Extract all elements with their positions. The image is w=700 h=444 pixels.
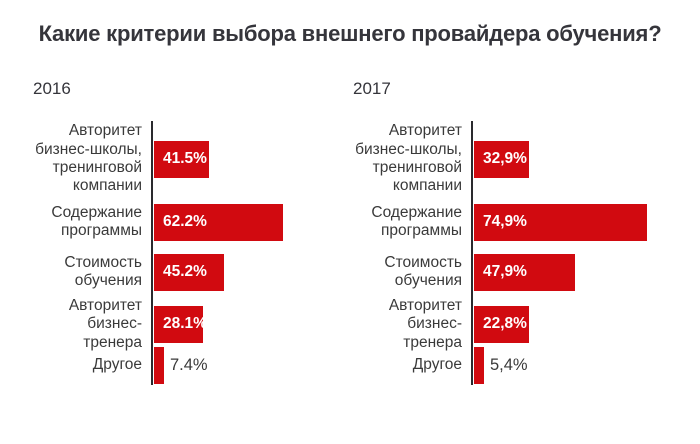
bar-area [151, 121, 333, 197]
chart-row [33, 247, 333, 297]
bar-value-label: 7.4% [170, 355, 208, 374]
charts-row [33, 79, 700, 385]
bar-value-label: 74,9% [483, 213, 527, 230]
category-label: Авторитет бизнес-тренера [388, 297, 462, 351]
bar-area [471, 247, 653, 297]
bar [154, 141, 209, 178]
bar-value-label: 28.1% [163, 315, 207, 333]
chart-row [33, 297, 333, 351]
chart-rows-2016 [33, 121, 333, 385]
bar [474, 254, 575, 291]
category-label: Авторитет бизнес-тренера [68, 297, 142, 351]
chart-row [353, 197, 653, 247]
category-label: Авторитет бизнес-школы, тренинговой компании [355, 122, 462, 195]
bar-area [151, 297, 333, 352]
chart-rows-2017 [353, 121, 653, 385]
bar-value-label: 32,9% [483, 150, 527, 167]
bar-area [151, 197, 333, 247]
bar-area [151, 345, 333, 385]
chart-2017 [353, 79, 653, 385]
year-label-2016: 2016 [33, 79, 71, 98]
chart-row [353, 247, 653, 297]
chart-row [33, 197, 333, 247]
bar-area [471, 297, 653, 352]
category-label: Другое [412, 355, 462, 373]
bar [474, 141, 529, 178]
bar-value-label: 41.5% [163, 150, 207, 167]
chart-title: Какие критерии выбора внешнего провайдера обучения? [38, 21, 662, 46]
bar-value-label: 22,8% [483, 315, 527, 333]
bar-value-label: 47,9% [483, 263, 527, 280]
year-label-2017: 2017 [353, 79, 391, 98]
chart-row [33, 345, 333, 385]
chart-row [353, 297, 653, 351]
category-label: Содержание программы [51, 203, 142, 239]
bar [474, 347, 484, 384]
category-label: Содержание программы [371, 203, 462, 239]
bar [154, 254, 224, 291]
infographic-page [0, 21, 700, 385]
chart-row [353, 345, 653, 385]
bar-value-label: 62.2% [163, 213, 207, 230]
chart-2016 [33, 79, 333, 385]
category-label: Стоимость обучения [64, 253, 142, 289]
bar-area [471, 197, 653, 247]
bar-area [151, 247, 333, 297]
bar [154, 347, 164, 384]
bar-area [471, 345, 653, 385]
bar-value-label: 5,4% [490, 355, 528, 374]
chart-row [353, 121, 653, 197]
category-label: Другое [92, 355, 142, 373]
bar [474, 306, 529, 343]
category-label: Стоимость обучения [384, 253, 462, 289]
category-label: Авторитет бизнес-школы, тренинговой компании [35, 122, 142, 195]
bar [154, 204, 283, 241]
chart-row [33, 121, 333, 197]
bar-value-label: 45.2% [163, 263, 207, 280]
bar [474, 204, 647, 241]
bar [154, 306, 207, 343]
bar-area [471, 121, 653, 197]
